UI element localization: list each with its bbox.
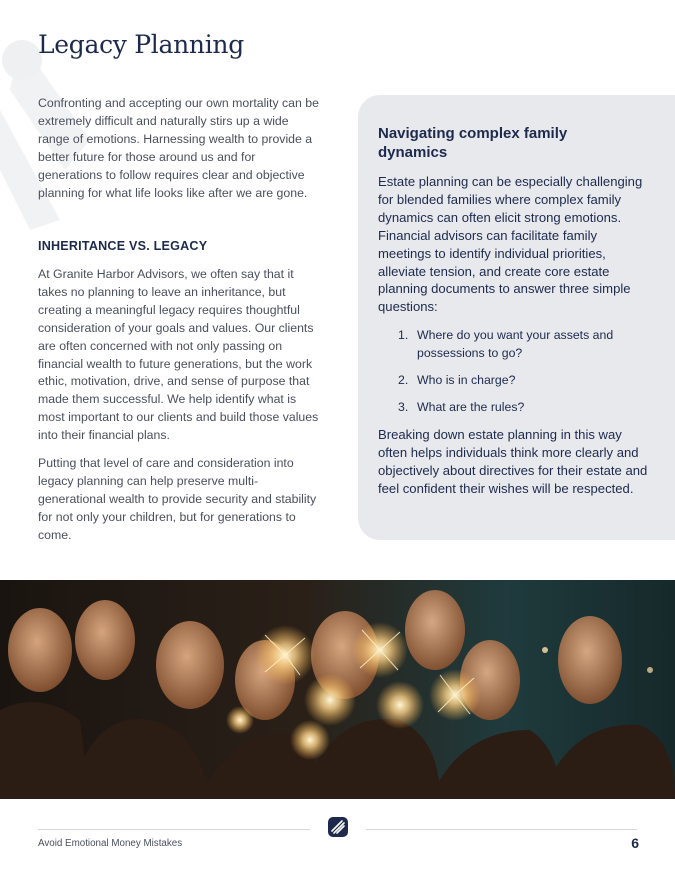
intro-paragraph: Confronting and accepting our own mortality can be extremely difficult and naturally stirs up a wide range of emotions. Harnessing wealth to provide a better future for those around us and for generations to follow requires clear and objective planning for what life looks like after we are gone.: [38, 96, 319, 200]
list-text: What are the rules?: [417, 399, 525, 414]
list-item: [378, 372, 638, 390]
footer-title: Avoid Emotional Money Mistakes: [38, 838, 183, 849]
questions-list: [378, 327, 638, 417]
callout-body: Estate planning can be especially challenging for blended families where complex family dynamics can often elicit strong emotions. Financial advisors can facilitate family meetings to identify individual priorities, alleviate tension, and create core estate planning documents to answer three simple questions:: [378, 174, 643, 315]
list-item: [378, 399, 638, 417]
brand-logo-icon: [327, 816, 349, 838]
list-number: 2.: [398, 372, 409, 387]
legacy-paragraph: Putting that level of care and consideration into legacy planning can help preserve multi-generational wealth to provide security and stability for not only your children, but for generations to come.: [38, 456, 317, 542]
callout-panel: [358, 95, 675, 540]
callout-closing: Breaking down estate planning in this way often helps individuals think more clearly and objectively about directives for their estate and feel confident their wishes will be respected.: [378, 427, 648, 496]
list-text: Who is in charge?: [417, 372, 516, 387]
photo-illustration: [0, 580, 675, 799]
footer-divider-right: [366, 829, 637, 830]
page-number: 6: [631, 835, 639, 851]
inheritance-paragraph: At Granite Harbor Advisors, we often say that it takes no planning to leave an inheritance, but creating a meaningful legacy requires thoughtful consideration of your goals and values. Our clients are often concerned with not only passing on financial wealth to future generations, but the work ethic, motivation, drive, and sense of purpose that made them successful. We help identify what is most important to our clients and build those values into their financial plans.: [38, 267, 319, 443]
family-celebration-photo: [0, 580, 675, 799]
list-number: 1.: [398, 328, 409, 342]
page-title: Legacy Planning: [38, 30, 244, 59]
list-item: [378, 327, 638, 363]
footer-divider-left: [38, 829, 310, 830]
list-number: 3.: [398, 399, 409, 414]
section-heading: INHERITANCE VS. LEGACY: [38, 239, 208, 253]
callout-title: Navigating complex family dynamics: [378, 125, 568, 161]
list-text: Where do you want your assets and possessions to go?: [417, 328, 614, 360]
